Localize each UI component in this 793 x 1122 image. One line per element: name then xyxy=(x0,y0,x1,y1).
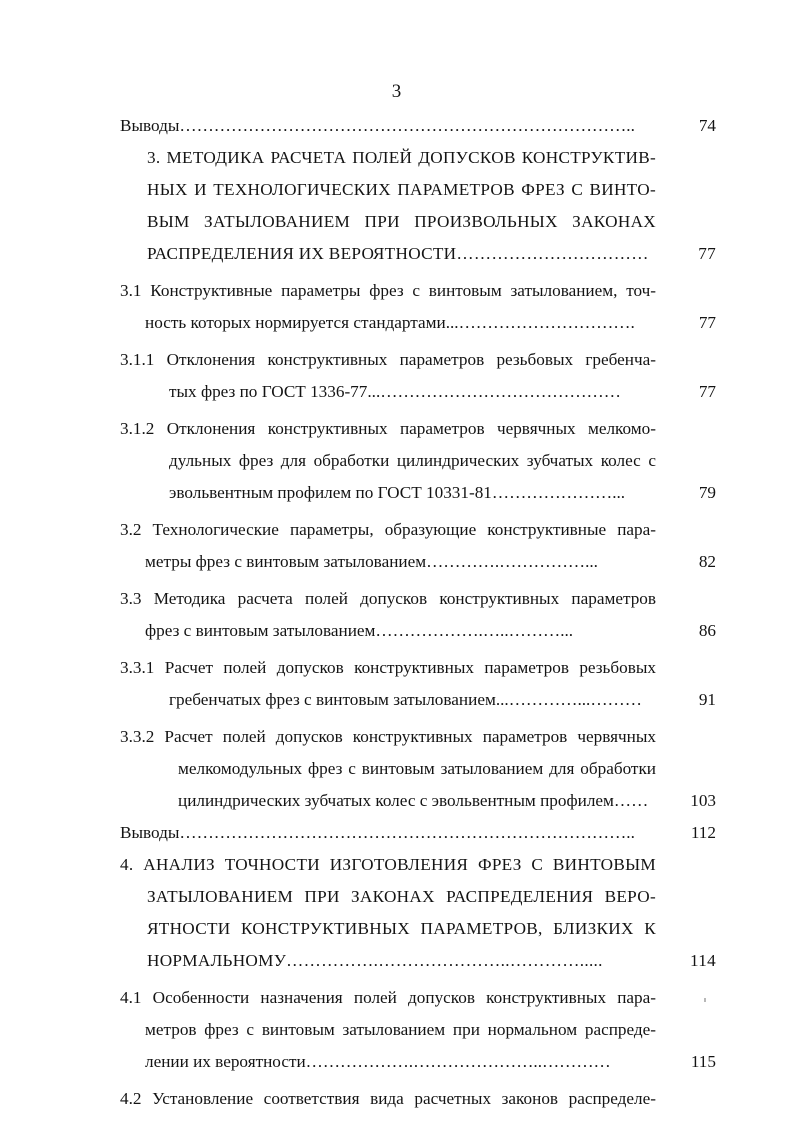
toc-page: 77 xyxy=(698,313,716,332)
toc-page: 77 xyxy=(698,382,716,401)
toc-text: НЫХ И ТЕХНОЛОГИЧЕСКИХ ПАРАМЕТРОВ ФРЕЗ С ВИНТО- xyxy=(147,180,656,199)
toc-entry-3-3-2-end xyxy=(120,785,716,817)
toc-text: цилиндрических зубчатых колес с эвольвентным профилем…… xyxy=(178,791,649,810)
toc-text: гребенчатых фрез с винтовым затылованием...…………...……… xyxy=(169,690,642,709)
toc-text: мелкомодульных фрез с винтовым затылованием для обработки xyxy=(178,759,656,778)
toc-entry-chapter-4 xyxy=(120,849,716,881)
toc-entry-chapter-4-cont xyxy=(120,881,716,913)
toc-text: Выводы…………………………………………………………………….. xyxy=(120,116,635,135)
toc-page: 115 xyxy=(690,1052,716,1071)
toc-page: 103 xyxy=(690,791,716,810)
toc-entry-chapter-4-end xyxy=(120,945,716,977)
toc-entry-conclusions-3 xyxy=(120,817,716,849)
toc-text: 4. АНАЛИЗ ТОЧНОСТИ ИЗГОТОВЛЕНИЯ ФРЕЗ С ВИНТОВЫМ xyxy=(120,855,656,874)
scan-speck xyxy=(704,998,706,1002)
toc-page: 82 xyxy=(698,552,716,571)
toc-text: 4.2 Установление соответствия вида расчетных законов распределе- xyxy=(120,1089,656,1108)
toc-text: метров фрез с винтовым затылованием при нормальном распреде- xyxy=(145,1020,656,1039)
toc-text: 3.1.2 Отклонения конструктивных параметров червячных мелкомо- xyxy=(120,419,656,438)
toc-text: 3.1 Конструктивные параметры фрез с винтовым затылованием, точ- xyxy=(120,281,656,300)
toc-entry-3-3-1-end xyxy=(120,684,716,716)
toc-text: Выводы…………………………………………………………………….. xyxy=(120,823,635,842)
toc-page: 79 xyxy=(698,483,716,502)
toc-entry-chapter-4-cont xyxy=(120,913,716,945)
toc-text: 3.3.2 Расчет полей допусков конструктивных параметров червячных xyxy=(120,727,656,746)
toc-entry-3-2 xyxy=(120,514,716,546)
toc-entry-3-3-end xyxy=(120,615,716,647)
toc-page: 74 xyxy=(698,116,716,135)
toc-text: 4.1 Особенности назначения полей допусков конструктивных пара- xyxy=(120,988,656,1007)
toc-text: ность которых нормируется стандартами...…………………………. xyxy=(145,313,635,332)
toc-entry-4-1-end xyxy=(120,1046,716,1078)
toc-text: РАСПРЕДЕЛЕНИЯ ИХ ВЕРОЯТНОСТИ…………………………… xyxy=(147,244,649,263)
toc-text: метры фрез с винтовым затылованием………….……………... xyxy=(145,552,598,571)
toc-text: 3.3.1 Расчет полей допусков конструктивных параметров резьбовых xyxy=(120,658,656,677)
toc-text: эвольвентным профилем по ГОСТ 10331-81…………………... xyxy=(169,483,626,502)
toc-entry-3-3-2 xyxy=(120,721,716,753)
toc-entry-3-1-1-end xyxy=(120,376,716,408)
toc-entry-conclusions-2 xyxy=(120,110,716,142)
toc-text: лении их вероятности……………….…………………..………… xyxy=(145,1052,611,1071)
toc-entry-chapter-3-cont xyxy=(120,206,716,238)
toc-text: 3.1.1 Отклонения конструктивных параметров резьбовых гребенча- xyxy=(120,350,656,369)
toc-text: ЯТНОСТИ КОНСТРУКТИВНЫХ ПАРАМЕТРОВ, БЛИЗКИХ К xyxy=(147,919,656,938)
toc-entry-3-1 xyxy=(120,275,716,307)
table-of-contents xyxy=(120,110,716,1115)
toc-entry-chapter-3-end xyxy=(120,238,716,270)
toc-text: 3. МЕТОДИКА РАСЧЕТА ПОЛЕЙ ДОПУСКОВ КОНСТРУКТИВ- xyxy=(147,148,656,167)
toc-entry-3-3 xyxy=(120,583,716,615)
toc-text: фрез с винтовым затылованием……………….…..………... xyxy=(145,621,574,640)
toc-entry-3-1-2 xyxy=(120,413,716,445)
toc-entry-3-1-1 xyxy=(120,344,716,376)
toc-text: ЗАТЫЛОВАНИЕМ ПРИ ЗАКОНАХ РАСПРЕДЕЛЕНИЯ ВЕРО- xyxy=(147,887,656,906)
toc-entry-4-2 xyxy=(120,1083,716,1115)
toc-text: 3.2 Технологические параметры, образующие конструктивные пара- xyxy=(120,520,656,539)
toc-entry-3-1-2-end xyxy=(120,477,716,509)
toc-entry-3-3-1 xyxy=(120,652,716,684)
toc-page: 86 xyxy=(698,621,716,640)
toc-entry-3-1-end xyxy=(120,307,716,339)
toc-entry-4-1-cont xyxy=(120,1014,716,1046)
toc-entry-3-1-2-cont xyxy=(120,445,716,477)
toc-text: НОРМАЛЬНОМУ…………….…………………..…………..... xyxy=(147,951,603,970)
toc-text: тых фрез по ГОСТ 1336-77...…………………………………… xyxy=(169,382,621,401)
toc-text: 3.3 Методика расчета полей допусков конструктивных параметров xyxy=(120,589,656,608)
toc-page: 114 xyxy=(689,951,716,970)
toc-page: 112 xyxy=(690,823,716,842)
toc-text: дульных фрез для обработки цилиндрических зубчатых колес с xyxy=(169,451,656,470)
toc-text: ВЫМ ЗАТЫЛОВАНИЕМ ПРИ ПРОИЗВОЛЬНЫХ ЗАКОНАХ xyxy=(147,212,656,231)
toc-entry-4-1 xyxy=(120,982,716,1014)
toc-entry-chapter-3 xyxy=(120,142,716,174)
toc-page: 77 xyxy=(698,244,716,263)
toc-entry-3-3-2-cont xyxy=(120,753,716,785)
toc-page: 91 xyxy=(698,690,716,709)
toc-entry-3-2-end xyxy=(120,546,716,578)
page-number: 3 xyxy=(391,81,402,102)
toc-entry-chapter-3-cont xyxy=(120,174,716,206)
